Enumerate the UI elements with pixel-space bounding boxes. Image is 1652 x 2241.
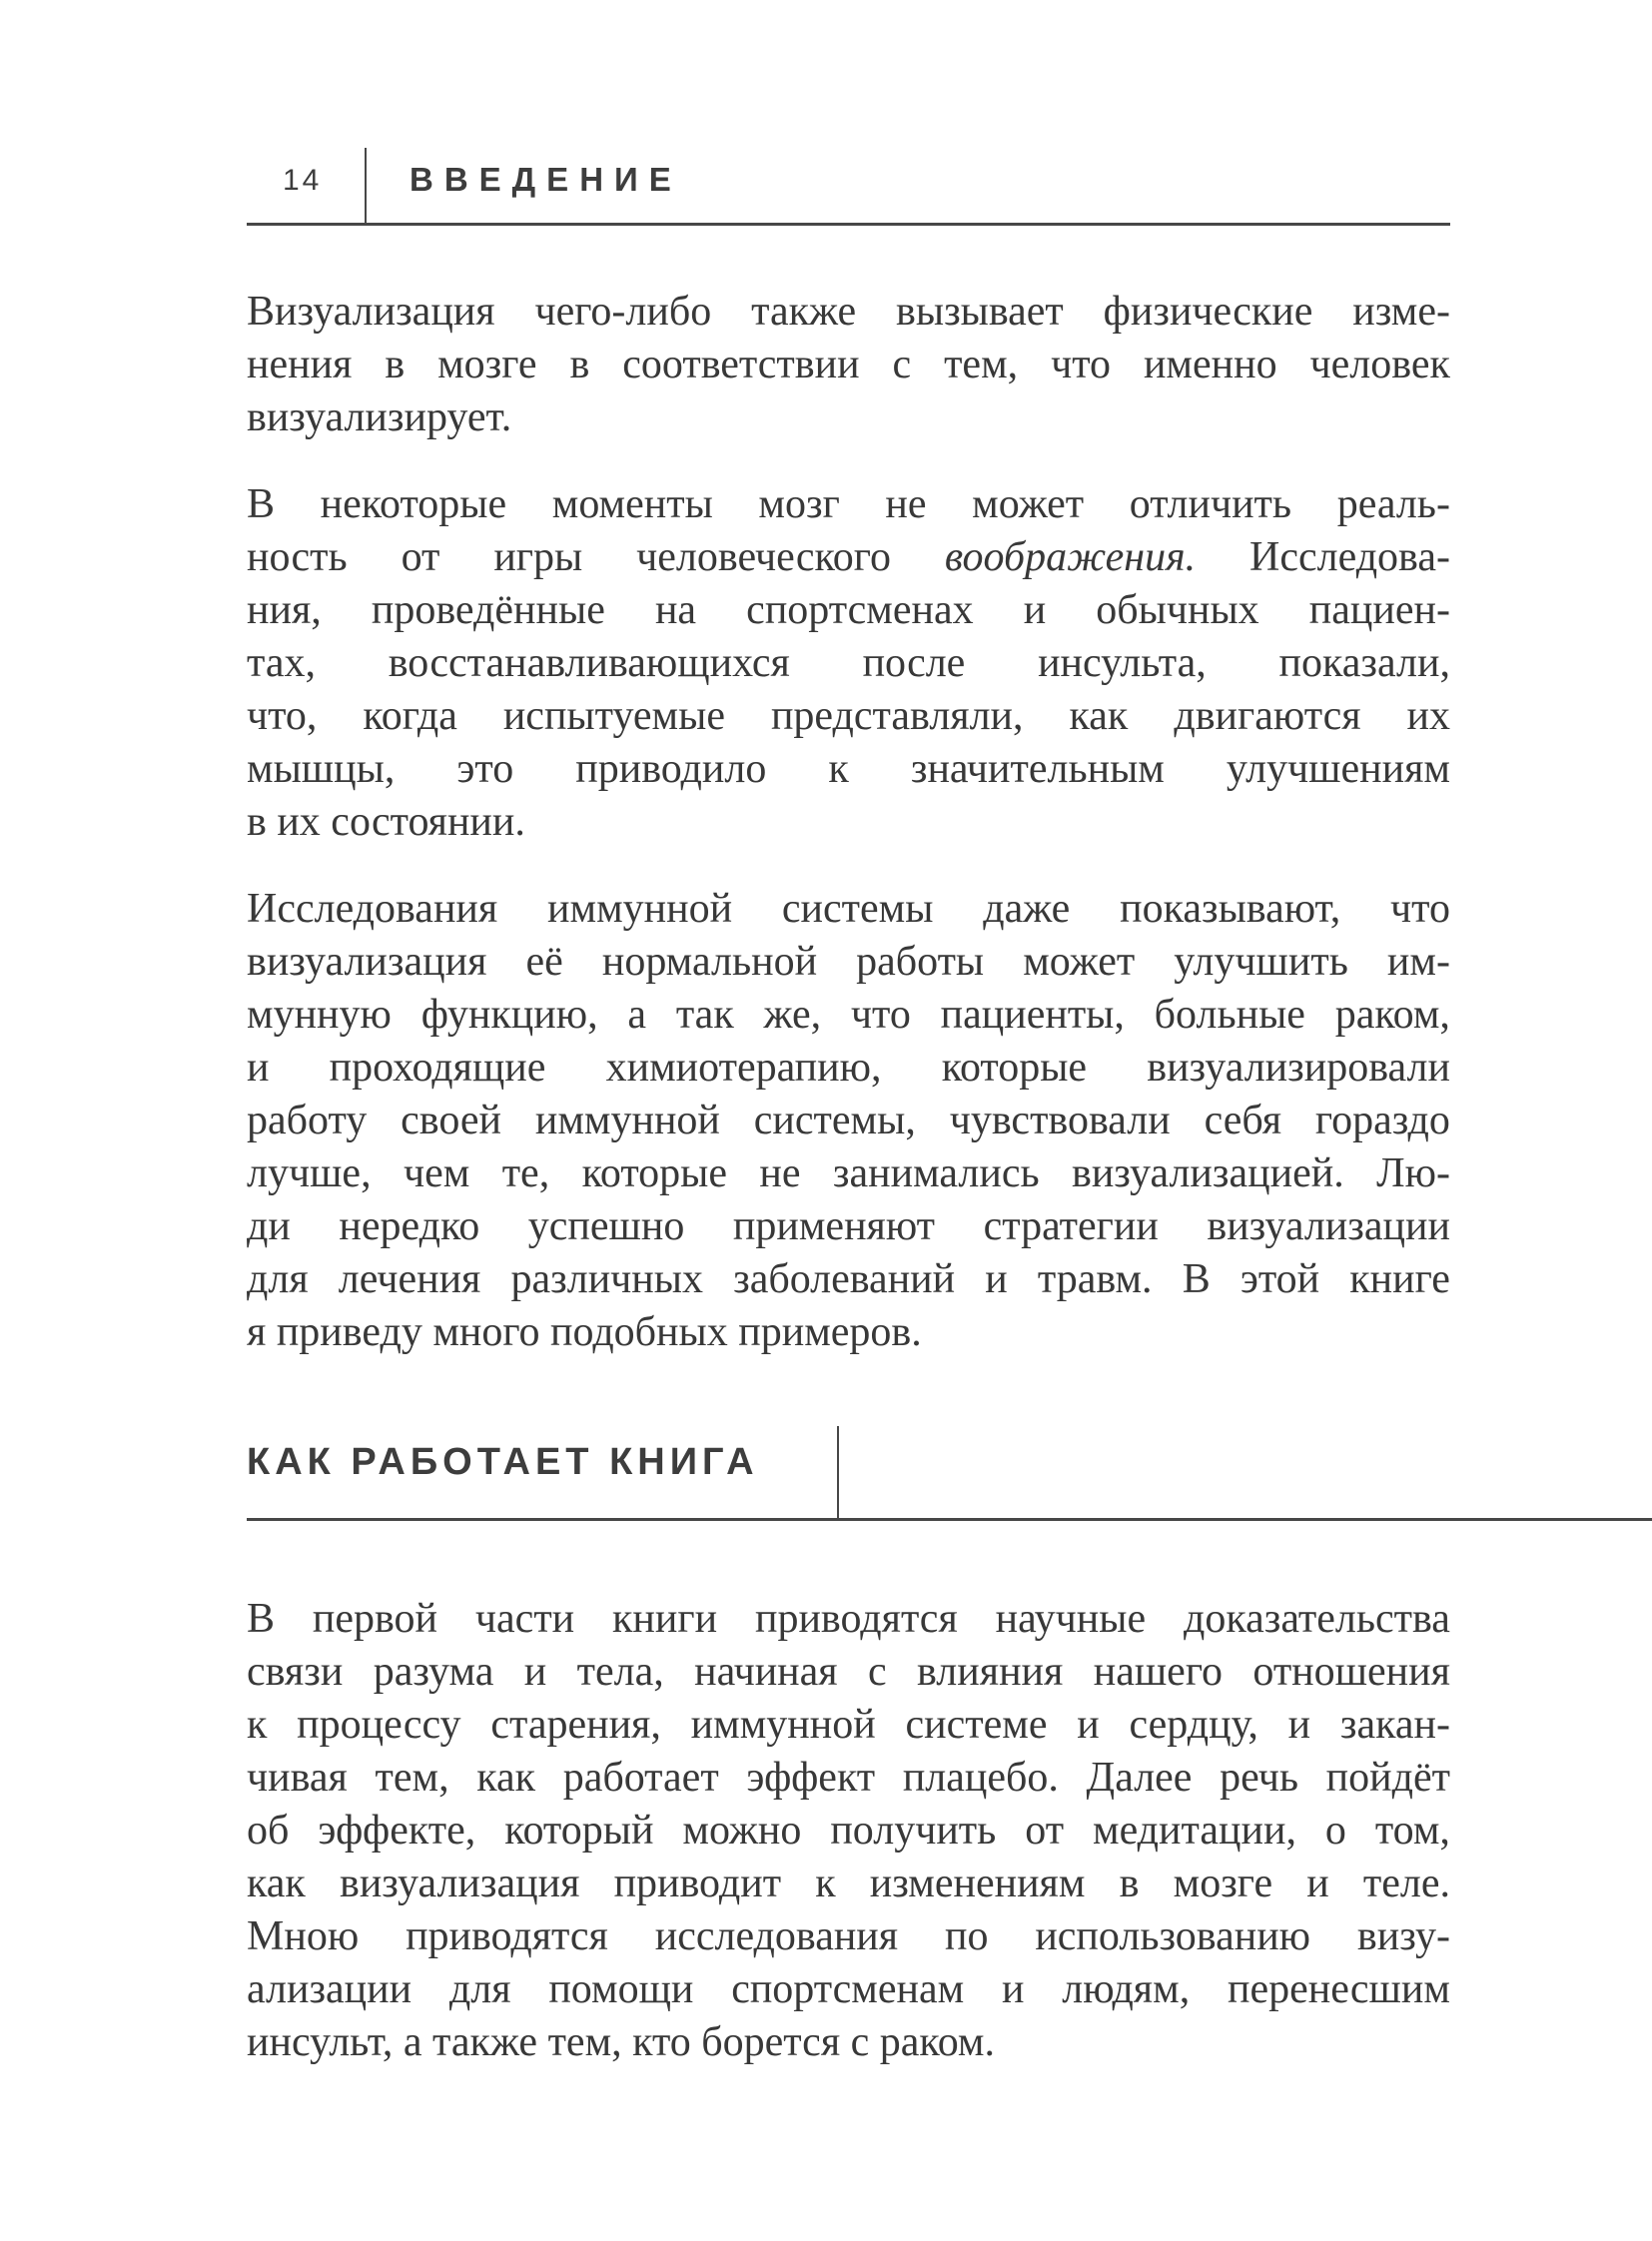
section-heading-block (247, 1440, 1652, 1521)
text-line: ния, проведённые на спортсменах и обычных пациен- (247, 587, 1450, 633)
text-line: что, когда испытуемые представляли, как двигаются их (247, 693, 1450, 739)
text-line: В первой части книги приводятся научные доказательства (247, 1596, 1450, 1642)
section-paragraphs (247, 1593, 1450, 2069)
text-line: чивая тем, как работает эффект плацебо. Далее речь пойдёт (247, 1755, 1450, 1801)
paragraph (247, 883, 1450, 1359)
text-line: ность от игры человеческого воображения. Исследова- (247, 534, 1450, 580)
text-line: и проходящие химиотерапию, которые визуализировали (247, 1045, 1450, 1091)
text-line: ализации для помощи спортсменам и людям, перенесшим (247, 1966, 1450, 2012)
text-line: инсульт, а также тем, кто борется с раком. (247, 2019, 995, 2065)
header-vertical-divider (365, 148, 367, 223)
text-line: я приведу много подобных примеров. (247, 1309, 922, 1355)
text-line: мышцы, это приводило к значительным улучшениям (247, 746, 1450, 792)
text-line: работу своей иммунной системы, чувствовали себя гораздо (247, 1098, 1450, 1143)
text-line: визуализирует. (247, 394, 512, 440)
text-line: лучше, чем те, которые не занимались визуализацией. Лю- (247, 1150, 1450, 1196)
text-line: Визуализация чего-либо также вызывает физические изме- (247, 289, 1450, 335)
text-line: для лечения различных заболеваний и травм. В этой книге (247, 1256, 1450, 1302)
text-line: В некоторые моменты мозг не может отличить реаль- (247, 481, 1450, 527)
section-heading: КАК РАБОТАЕТ КНИГА (247, 1441, 759, 1483)
text-line: в их состоянии. (247, 799, 525, 845)
text-line: мунную функцию, а так же, что пациенты, больные раком, (247, 992, 1450, 1038)
section-vertical-divider (837, 1426, 839, 1518)
paragraph (247, 286, 1450, 444)
paragraph (247, 1593, 1450, 2069)
text-line: Мною приводятся исследования по использованию визу- (247, 1913, 1450, 1959)
text-line: к процессу старения, иммунной системе и сердцу, и закан- (247, 1702, 1450, 1748)
text-line: визуализация её нормальной работы может улучшить им- (247, 939, 1450, 985)
text-line: как визуализация приводит к изменениям в мозге и теле. (247, 1861, 1450, 1906)
text-line: ди нередко успешно применяют стратегии визуализации (247, 1203, 1450, 1249)
paragraph (247, 478, 1450, 849)
text-line: нения в мозге в соответствии с тем, что именно человек (247, 342, 1450, 387)
text-line: Исследования иммунной системы даже показывают, что (247, 886, 1450, 932)
running-header (247, 0, 1450, 226)
intro-paragraphs (247, 286, 1450, 1359)
text-line: об эффекте, который можно получить от медитации, о том, (247, 1808, 1450, 1854)
running-header-title: ВВЕДЕНИЕ (410, 161, 682, 198)
page-content (247, 226, 1450, 2103)
text-line: связи разума и тела, начиная с влияния нашего отношения (247, 1649, 1450, 1695)
page-number: 14 (283, 164, 323, 197)
text-line: тах, восстанавливающихся после инсульта, показали, (247, 640, 1450, 686)
